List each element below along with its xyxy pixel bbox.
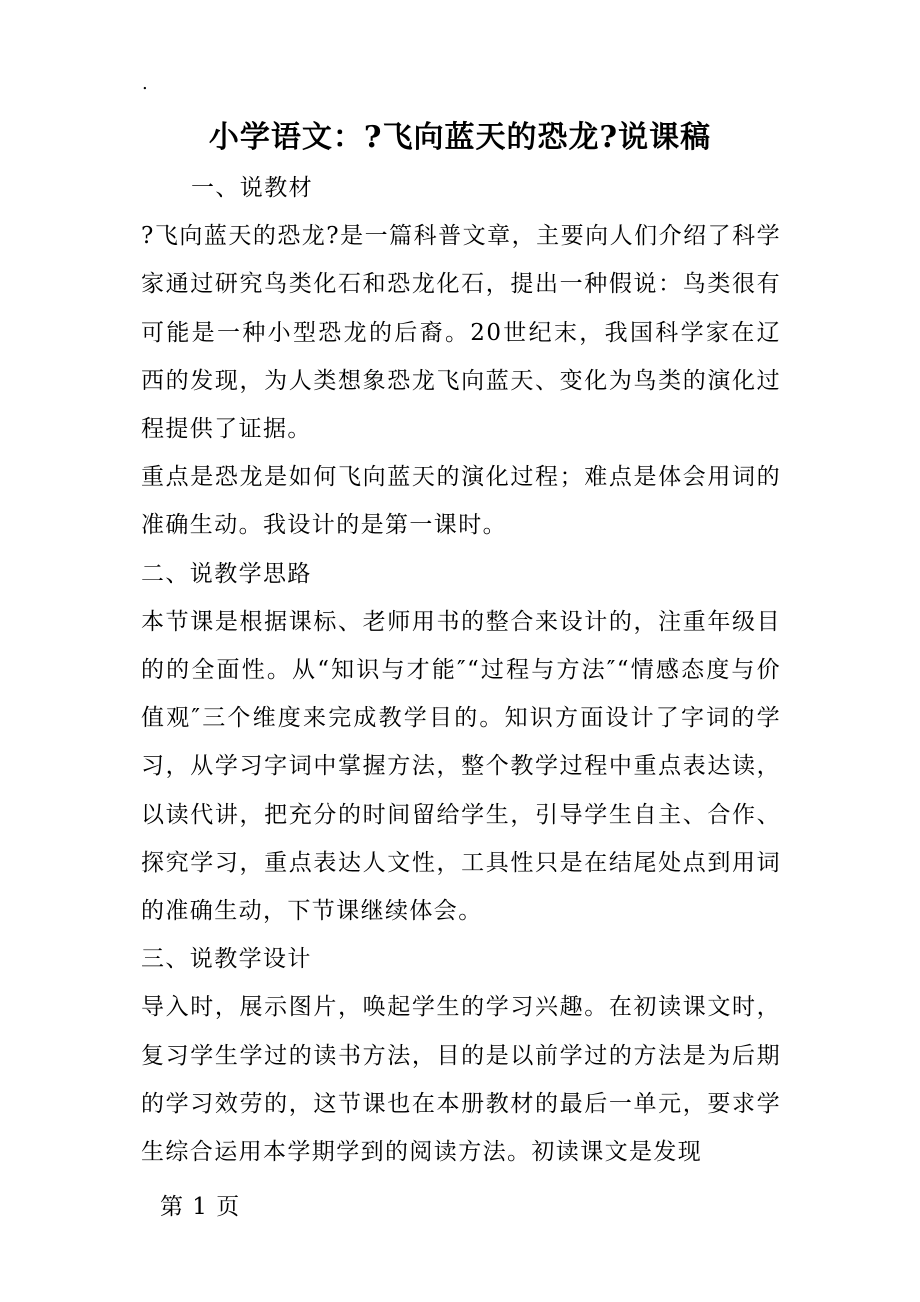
- paragraph: 本节课是根据课标、老师用书的整合来设计的，注重年级目的的全面性。从“知识与才能″“过程与方法″“情感态度与价值观″三个维度来完成教学目的。知识方面设计了字词的学习，从学习字词中掌握方法，整个教学过程中重点表达读，以读代讲，把充分的时间留给学生，引导学生自主、合作、探究学习，重点表达人文性，工具性只是在结尾处点到用词的准确生动，下节课继续体会。: [141, 608, 781, 925]
- document-body: [141, 164, 781, 1176]
- header-mark: .: [142, 73, 148, 94]
- section-heading: 三、说教学设计: [141, 946, 312, 973]
- page-number: 第 1 页: [160, 1194, 241, 1220]
- section-heading: 二、说教学思路: [141, 560, 312, 587]
- paragraph: 导入时，展示图片，唤起学生的学习兴趣。在初读课文时，复习学生学过的读书方法，目的是以前学过的方法是为后期的学习效劳的，这节课也在本册教材的最后一单元，要求学生综合运用本学期学到的阅读方法。初读课文是发现: [141, 994, 781, 1166]
- section-heading: 一、说教材: [191, 175, 313, 201]
- page-title: 小学语文：?飞向蓝天的恐龙?说课稿: [208, 120, 712, 155]
- paragraph: 重点是恐龙是如何飞向蓝天的演化过程；难点是体会用词的准确生动。我设计的是第一课时。: [141, 464, 781, 539]
- paragraph: ?飞向蓝天的恐龙?是一篇科普文章，主要向人们介绍了科学家通过研究鸟类化石和恐龙化石，提出一种假说：鸟类很有可能是一种小型恐龙的后裔。20世纪末，我国科学家在辽西的发现，为人类想象恐龙飞向蓝天、变化为鸟类的演化过程提供了证据。: [141, 223, 781, 443]
